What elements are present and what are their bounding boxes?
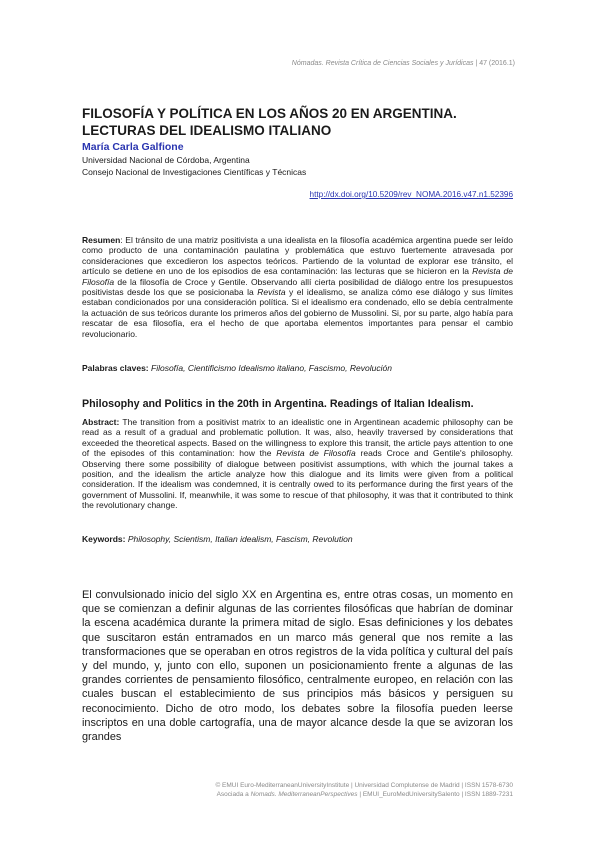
footer-line-2 [217, 791, 513, 798]
abstract-journal-ref: Revista de Filosofía [276, 448, 356, 459]
keywords-es-label: Palabras claves: [82, 363, 149, 373]
doi-link[interactable]: http://dx.doi.org/10.5209/rev_NOMA.2016.v47.n1.52396 [309, 190, 513, 199]
author-affiliation-2: Consejo Nacional de Investigaciones Científicas y Técnicas [82, 167, 307, 177]
resumen-paragraph [82, 235, 513, 339]
keywords-en-label: Keywords: [82, 534, 126, 544]
journal-name: Nómadas. Revista Crítica de Ciencias Sociales y Jurídicas [291, 60, 474, 67]
article-title: FILOSOFÍA Y POLÍTICA EN LOS AÑOS 20 EN ARGENTINA. LECTURAS DEL IDEALISMO ITALIANO [82, 106, 457, 138]
keywords-es [82, 363, 513, 373]
abstract-text-1: The transition from a positivist matrix to an idealistic one in Argentinean academic philosophy can be read as a result of a gradual and problematic pollution. It was, also, heavily traversed by considerations that exceeded the theoretical aspects. Based on the willingness to explore this transit, the article pays attention to one of the episodes of this contamination: how the [82, 417, 513, 459]
abstract-paragraph [82, 417, 513, 511]
author-name: María Carla Galfione [82, 141, 184, 153]
footer-line-1: © EMUI Euro-MediterraneanUniversityInstitute | Universidad Complutense de Madrid | ISSN 1578-6730 [215, 782, 513, 789]
running-header [292, 60, 515, 67]
body-paragraph: El convulsionado inicio del siglo XX en Argentina es, entre otras cosas, un momento en que se comienzan a definir algunas de las corrientes filosóficas que habrían de dominar la escena académica durante la primera mitad de siglo. Esas definiciones y los debates que suscitaron están entramados en un marco más general que nos remite a las transformaciones que se operaban en otros registros de la vida política y cultural del país y del mundo, y, junto con ello, suponen un posicionamiento frente a algunas de las grandes corrientes de pensamiento filosófico, centralmente europeo, en relación con las cuales buscan el establecimiento de sus principios más básicos y persiguen su reconocimiento. Dicho de otro modo, los debates sobre la filosofía pueden leerse inscriptos en una doble cartografía, una de mayor alcance desde la que se avizoran los grandes [82, 589, 513, 744]
footer-line-2-journal: Nomads. MediterraneanPerspectives [250, 791, 358, 798]
abstract-label: Abstract: [82, 417, 120, 427]
keywords-es-values: Filosofía, Cientificismo Idealismo italiano, Fascismo, Revolución [148, 363, 392, 373]
journal-issue: | 47 (2016.1) [473, 60, 515, 67]
resumen-journal-ref-1: Revista de Filosofía [82, 266, 513, 287]
resumen-text-3: y el idealismo, se analiza cómo ese diálogo y sus límites estaban condicionados por una consideración política. Si el idealismo era condenado, ello se debía centralmente la actuación de sus teóricos durante los primeros años del gobierno de Mussolini. Si, por su parte, algo había para rescatar de esa filosofía, era el hecho de que aportaba elementos importantes para pensar el cambio revolucionario. [82, 287, 513, 339]
keywords-en [82, 534, 513, 544]
author-affiliation-1: Universidad Nacional de Córdoba, Argentina [82, 155, 250, 165]
resumen-text-1: : El tránsito de una matriz positivista a una idealista en la filosofía académica argentina puede ser leído como producto de una contaminación paulatina y problemática que estuvo fuertemente atravesada por consideraciones que excedieron los aspectos teóricos. Partiendo de la voluntad de explorar ese tránsito, el artículo se detiene en uno de los episodios de esa contaminación: las lecturas que se hicieron en la [82, 235, 513, 277]
resumen-label: Resumen [82, 235, 121, 245]
english-title: Philosophy and Politics in the 20th in Argentina. Readings of Italian Idealism. [82, 398, 474, 410]
abstract-text-2: reads Croce and Gentile's philosophy. Observing there some possibility of dialogue between positivist assumptions, with which the journal takes a position, and the idealism the article analyze how this dialogue and its limits were given from a political consideration. If the idealism was condemned, it is centrally owed to its performance during the first years of the government of Mussolini. If, meanwhile, it was some to rescue of that philosophy, it was that it contributed to think the revolutionary change. [82, 448, 513, 511]
keywords-en-values: Philosophy, Scientism, Italian idealism, Fascism, Revolution [125, 534, 353, 544]
resumen-journal-ref-2: Revista [257, 287, 286, 298]
footer-line-2-prefix: Asociada a [216, 791, 251, 798]
resumen-text-2: de la filosofía de Croce y Gentile. Observando allí cierta posibilidad de diálogo entre los presupuestos positivistas desde los que se posicionaba la [82, 276, 513, 298]
footer-line-2-suffix: | EMUI_EuroMedUniversitySalento | ISSN 1889-7231 [357, 791, 513, 798]
